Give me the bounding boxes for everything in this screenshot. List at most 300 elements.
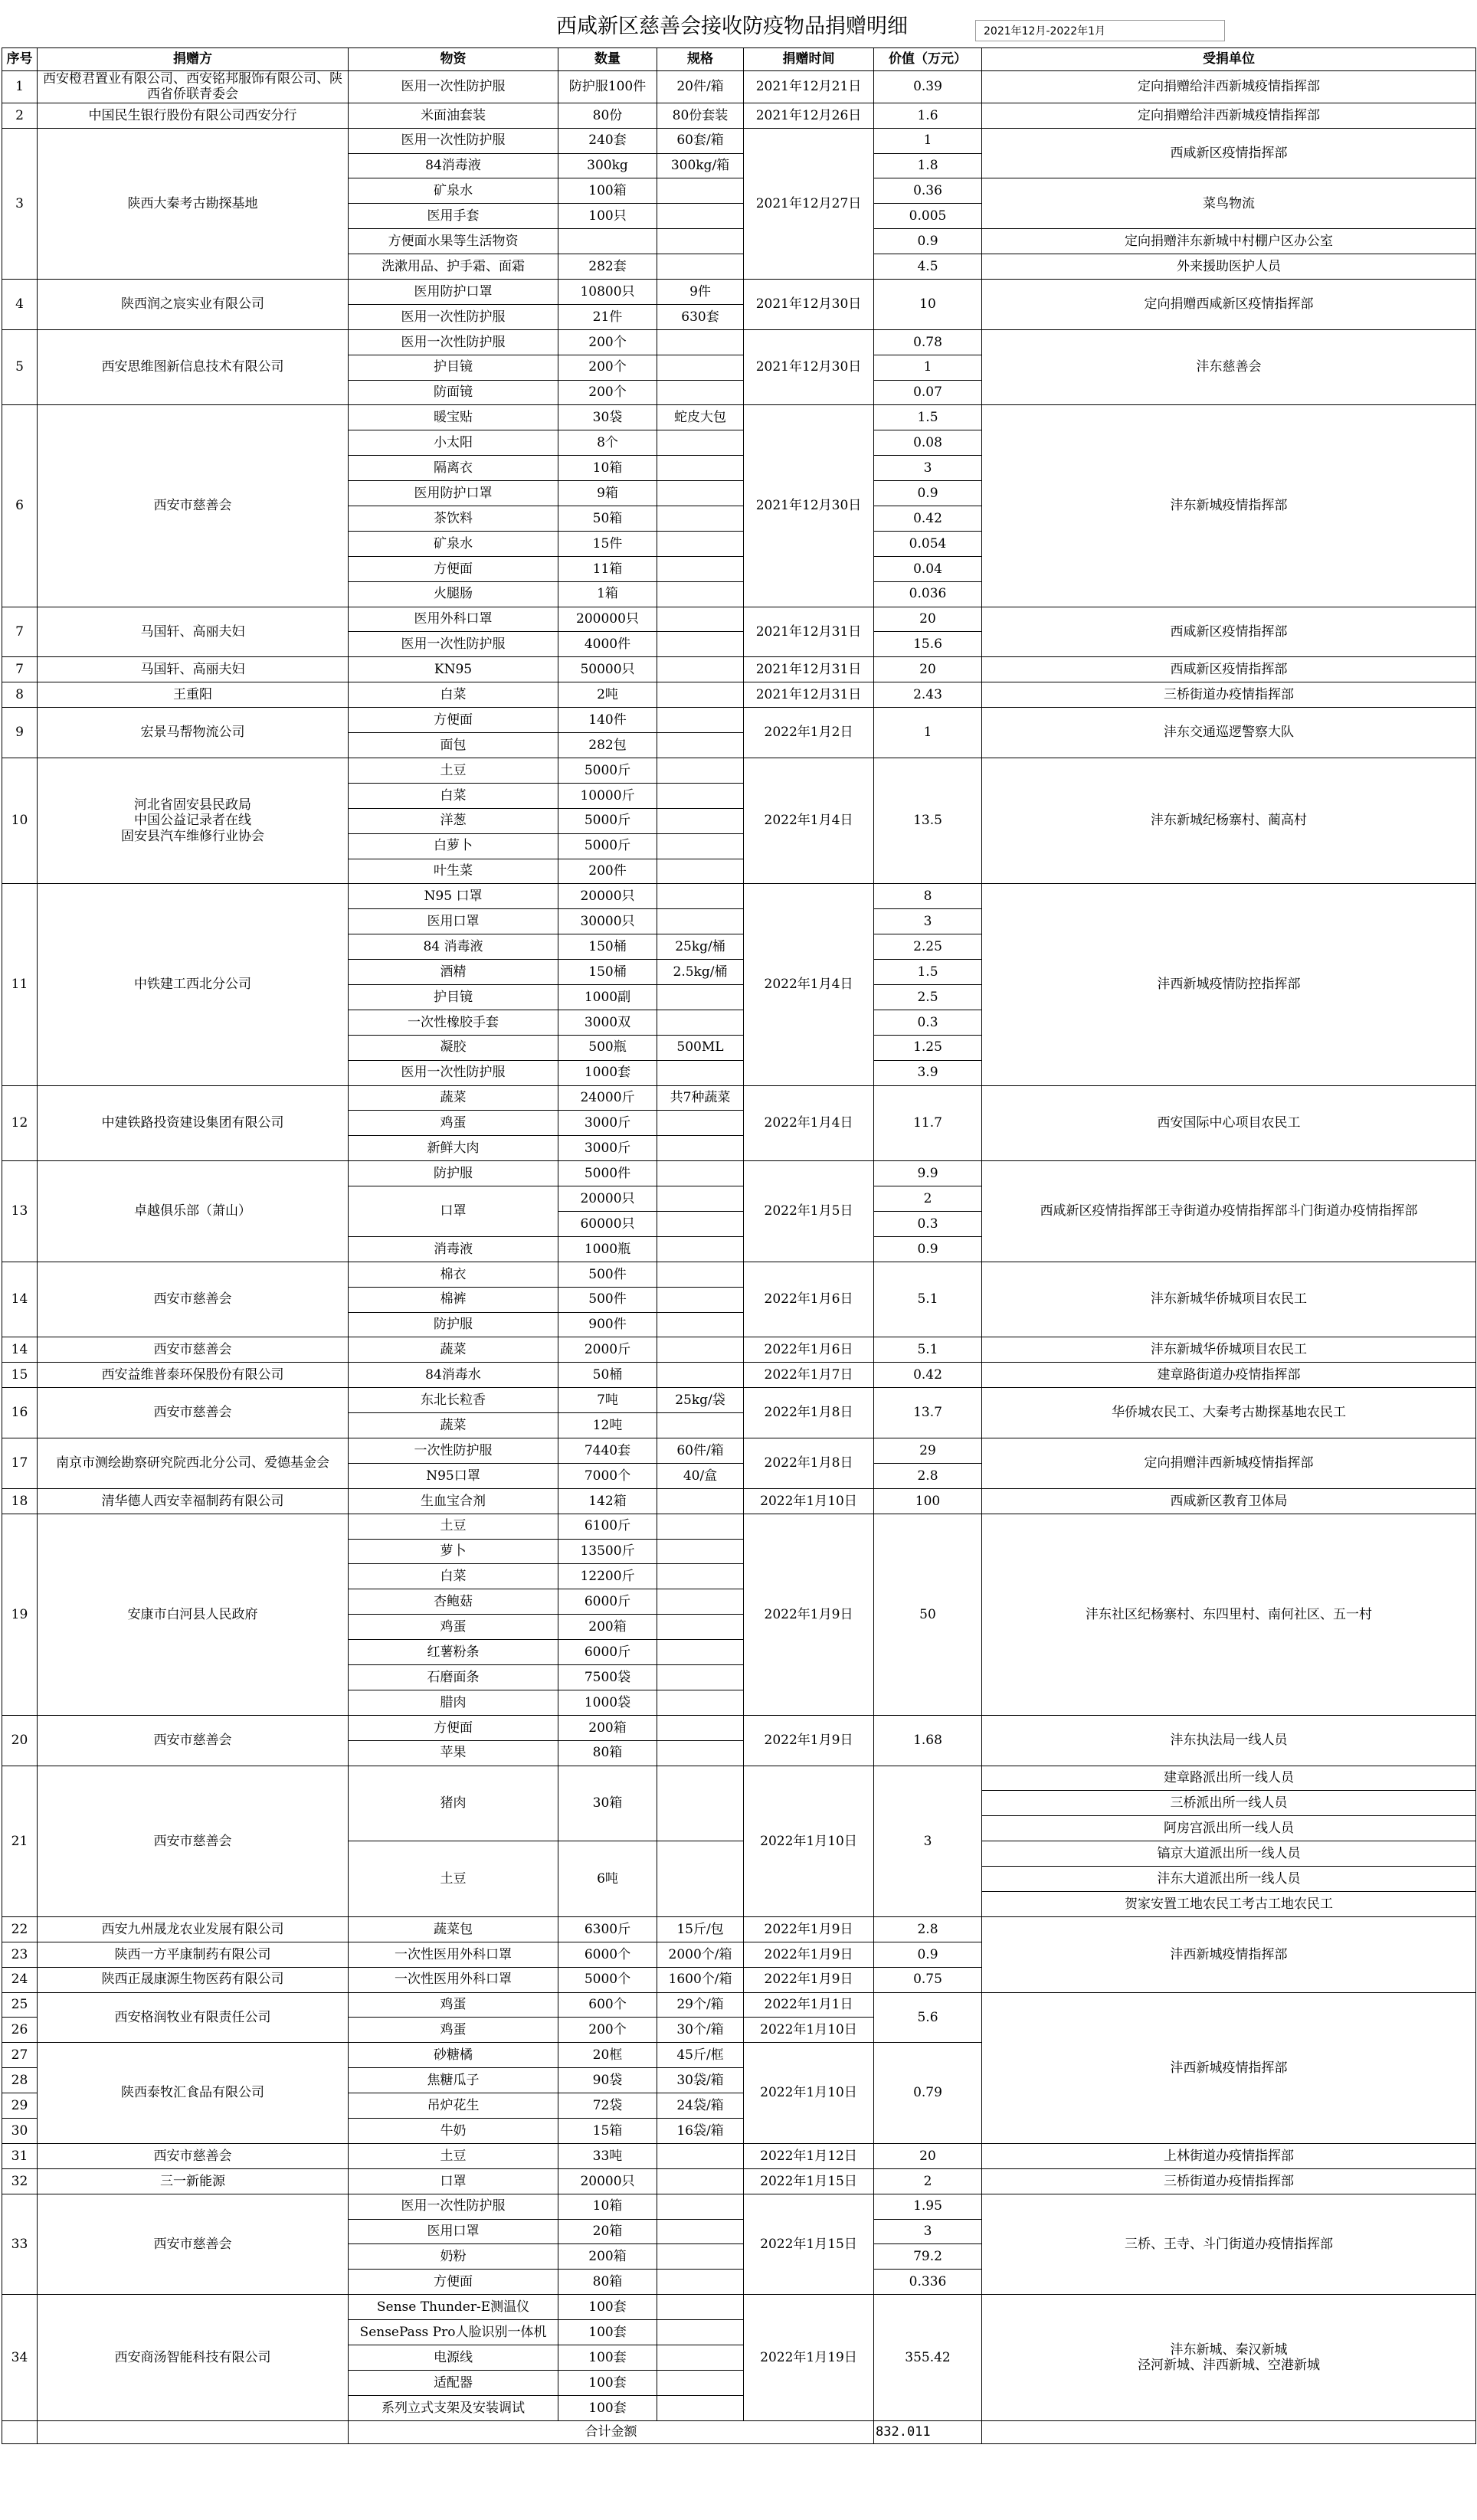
table-cell[interactable]: 医用手套 xyxy=(349,204,558,229)
table-cell[interactable]: 0.3 xyxy=(874,1010,982,1035)
table-cell[interactable]: 3000斤 xyxy=(558,1111,657,1136)
table-cell[interactable]: 2022年1月6日 xyxy=(744,1262,874,1337)
table-cell[interactable]: 医用一次性防护服 xyxy=(349,1060,558,1085)
table-cell[interactable]: 西咸新区疫情指挥部 xyxy=(982,657,1476,682)
table-cell[interactable]: 2022年1月9日 xyxy=(744,1715,874,1766)
table-cell[interactable]: 2.25 xyxy=(874,934,982,960)
table-cell[interactable]: 2022年1月2日 xyxy=(744,708,874,758)
table-cell[interactable]: 1000副 xyxy=(558,984,657,1010)
table-cell[interactable]: 1 xyxy=(2,71,38,103)
table-cell[interactable]: 32 xyxy=(2,2168,38,2194)
table-cell[interactable]: 西安市慈善会 xyxy=(38,2143,349,2168)
table-cell[interactable] xyxy=(657,2395,744,2420)
table-cell[interactable]: 0.75 xyxy=(874,1967,982,1992)
table-cell[interactable]: 26 xyxy=(2,2018,38,2043)
table-cell[interactable] xyxy=(657,531,744,556)
table-cell[interactable]: 240套 xyxy=(558,128,657,153)
table-cell[interactable]: 30 xyxy=(2,2119,38,2144)
table-cell[interactable]: 200箱 xyxy=(558,1615,657,1640)
table-cell[interactable]: 10 xyxy=(2,758,38,883)
table-cell[interactable]: 25 xyxy=(2,1992,38,2018)
table-cell[interactable]: 2022年1月4日 xyxy=(744,1085,874,1161)
table-cell[interactable]: 84消毒液 xyxy=(349,153,558,178)
table-cell[interactable]: 西咸新区疫情指挥部王寺街道办疫情指挥部斗门街道办疫情指挥部 xyxy=(982,1161,1476,1262)
table-cell[interactable] xyxy=(657,1161,744,1186)
table-cell[interactable]: 20框 xyxy=(558,2043,657,2068)
date-range-cell[interactable]: 2021年12月-2022年1月 xyxy=(975,20,1225,41)
table-cell[interactable]: 17 xyxy=(2,1438,38,1488)
table-cell[interactable] xyxy=(657,884,744,909)
table-cell[interactable]: 34 xyxy=(2,2295,38,2420)
table-cell[interactable]: 30袋/箱 xyxy=(657,2068,744,2093)
table-cell[interactable]: 白萝卜 xyxy=(349,833,558,859)
table-cell[interactable] xyxy=(657,1236,744,1262)
table-cell[interactable] xyxy=(657,632,744,657)
table-cell[interactable]: 沣东新城华侨城项目农民工 xyxy=(982,1262,1476,1337)
table-cell[interactable]: 0.07 xyxy=(874,380,982,405)
table-cell[interactable] xyxy=(657,1186,744,1212)
table-cell[interactable] xyxy=(657,178,744,204)
table-cell[interactable]: 棉裤 xyxy=(349,1287,558,1312)
table-cell[interactable]: 84 消毒液 xyxy=(349,934,558,960)
table-cell[interactable]: 一次性医用外科口罩 xyxy=(349,1942,558,1967)
table-cell[interactable] xyxy=(657,2345,744,2371)
table-cell[interactable]: 500件 xyxy=(558,1287,657,1312)
table-cell[interactable]: 0.005 xyxy=(874,204,982,229)
table-cell[interactable]: 1.6 xyxy=(874,103,982,128)
table-cell[interactable]: 200箱 xyxy=(558,2244,657,2270)
table-cell[interactable]: 马国轩、高丽夫妇 xyxy=(38,657,349,682)
table-cell[interactable]: 西咸新区疫情指挥部 xyxy=(982,128,1476,178)
table-cell[interactable]: 牛奶 xyxy=(349,2119,558,2144)
table-cell[interactable]: 2022年1月9日 xyxy=(744,1967,874,1992)
table-cell[interactable]: 鸡蛋 xyxy=(349,1992,558,2018)
table-cell[interactable] xyxy=(657,1740,744,1766)
table-cell[interactable]: 三桥派出所一线人员 xyxy=(982,1791,1476,1816)
table-cell[interactable]: 西安商汤智能科技有限公司 xyxy=(38,2295,349,2420)
table-cell[interactable]: 医用一次性防护服 xyxy=(349,2194,558,2219)
table-cell[interactable]: 2022年1月4日 xyxy=(744,758,874,883)
table-cell[interactable]: 30个/箱 xyxy=(657,2018,744,2043)
table-cell[interactable]: 15斤/包 xyxy=(657,1916,744,1942)
table-cell[interactable] xyxy=(657,1514,744,1539)
table-cell[interactable]: 叶生菜 xyxy=(349,859,558,884)
table-cell[interactable]: 2021年12月31日 xyxy=(744,657,874,682)
table-cell[interactable]: 2022年1月4日 xyxy=(744,884,874,1085)
table-cell[interactable]: KN95 xyxy=(349,657,558,682)
table-cell[interactable]: 10箱 xyxy=(558,456,657,481)
table-cell[interactable]: 方便面 xyxy=(349,1715,558,1740)
table-cell[interactable]: 8 xyxy=(2,682,38,708)
table-cell[interactable]: 20 xyxy=(2,1715,38,1766)
table-cell[interactable]: 20000只 xyxy=(558,884,657,909)
table-cell[interactable]: 2022年1月10日 xyxy=(744,2043,874,2144)
table-cell[interactable]: 陕西大秦考古勘探基地 xyxy=(38,128,349,279)
table-cell[interactable]: 2021年12月30日 xyxy=(744,405,874,607)
table-cell[interactable]: 生血宝合剂 xyxy=(349,1488,558,1514)
table-cell[interactable]: 吊炉花生 xyxy=(349,2093,558,2119)
table-cell[interactable]: 定向捐赠沣东新城中村棚户区办公室 xyxy=(982,229,1476,254)
table-cell[interactable]: 20 xyxy=(874,2143,982,2168)
table-cell[interactable]: 9 xyxy=(2,708,38,758)
table-cell[interactable]: 20 xyxy=(874,607,982,632)
table-cell[interactable]: 200个 xyxy=(558,329,657,355)
table-cell[interactable]: 20箱 xyxy=(558,2219,657,2244)
table-cell[interactable]: 清华德人西安幸福制药有限公司 xyxy=(38,1488,349,1514)
table-cell[interactable]: 0.39 xyxy=(874,71,982,103)
table-cell[interactable]: 1 xyxy=(874,128,982,153)
table-cell[interactable] xyxy=(657,1363,744,1388)
table-cell[interactable]: 0.08 xyxy=(874,430,982,456)
table-cell[interactable]: 21件 xyxy=(558,304,657,329)
table-cell[interactable]: N95口罩 xyxy=(349,1463,558,1488)
table-cell[interactable] xyxy=(657,506,744,532)
table-cell[interactable]: 东北长粒香 xyxy=(349,1388,558,1413)
table-cell[interactable]: 10800只 xyxy=(558,280,657,305)
table-cell[interactable] xyxy=(657,481,744,506)
table-cell[interactable]: 苹果 xyxy=(349,1740,558,1766)
table-cell[interactable]: 系列立式支架及安装调试 xyxy=(349,2395,558,2420)
table-cell[interactable]: 5000个 xyxy=(558,1967,657,1992)
table-cell[interactable]: 30袋 xyxy=(558,405,657,430)
table-cell[interactable]: 3 xyxy=(874,1766,982,1916)
table-cell[interactable]: 建章路派出所一线人员 xyxy=(982,1766,1476,1791)
table-cell[interactable]: 0.3 xyxy=(874,1211,982,1236)
table-cell[interactable]: 0.36 xyxy=(874,178,982,204)
table-cell[interactable]: 鸡蛋 xyxy=(349,1111,558,1136)
table-cell[interactable]: 酒精 xyxy=(349,960,558,985)
table-cell[interactable] xyxy=(657,682,744,708)
table-cell[interactable]: 22 xyxy=(2,1916,38,1942)
table-cell[interactable]: 11.7 xyxy=(874,1085,982,1161)
table-cell[interactable]: 医用一次性防护服 xyxy=(349,632,558,657)
table-cell[interactable]: 25kg/袋 xyxy=(657,1388,744,1413)
table-cell[interactable]: 洗漱用品、护手霜、面霜 xyxy=(349,254,558,280)
table-cell[interactable]: 华侨城农民工、大秦考古勘探基地农民工 xyxy=(982,1388,1476,1438)
table-cell[interactable]: 2022年1月9日 xyxy=(744,1514,874,1715)
table-cell[interactable]: 6000个 xyxy=(558,1942,657,1967)
table-cell[interactable] xyxy=(657,1287,744,1312)
table-cell[interactable]: 79.2 xyxy=(874,2244,982,2270)
table-cell[interactable]: 洋葱 xyxy=(349,808,558,833)
table-cell[interactable]: 0.054 xyxy=(874,531,982,556)
table-cell[interactable]: 50 xyxy=(874,1514,982,1715)
table-cell[interactable] xyxy=(657,1488,744,1514)
table-cell[interactable] xyxy=(657,1337,744,1363)
table-cell[interactable] xyxy=(657,1010,744,1035)
table-cell[interactable] xyxy=(657,1564,744,1589)
table-cell[interactable]: 贺家安置工地农民工考古工地农民工 xyxy=(982,1892,1476,1917)
table-cell[interactable] xyxy=(657,1060,744,1085)
table-cell[interactable]: 5000斤 xyxy=(558,758,657,783)
table-cell[interactable]: 16 xyxy=(2,1388,38,1438)
table-cell[interactable]: 200个 xyxy=(558,380,657,405)
table-cell[interactable]: 13 xyxy=(2,1161,38,1262)
table-cell[interactable]: 阿房宫派出所一线人员 xyxy=(982,1816,1476,1841)
table-cell[interactable]: 19 xyxy=(2,1514,38,1715)
table-cell[interactable]: 1.25 xyxy=(874,1035,982,1060)
table-cell[interactable] xyxy=(657,657,744,682)
table-cell[interactable]: 2022年1月7日 xyxy=(744,1363,874,1388)
table-cell[interactable]: 定向捐赠给沣西新城疫情指挥部 xyxy=(982,103,1476,128)
table-cell[interactable]: 6000斤 xyxy=(558,1589,657,1615)
table-cell[interactable]: 2022年1月9日 xyxy=(744,1916,874,1942)
table-cell[interactable]: 护目镜 xyxy=(349,355,558,380)
table-cell[interactable] xyxy=(657,556,744,581)
table-cell[interactable]: 500件 xyxy=(558,1262,657,1287)
table-cell[interactable]: 2 xyxy=(874,2168,982,2194)
table-cell[interactable]: 5 xyxy=(2,329,38,405)
table-cell[interactable] xyxy=(657,909,744,934)
table-cell[interactable]: 安康市白河县人民政府 xyxy=(38,1514,349,1715)
table-cell[interactable]: 菜鸟物流 xyxy=(982,178,1476,229)
table-cell[interactable]: 300kg/箱 xyxy=(657,153,744,178)
table-cell[interactable]: 建章路街道办疫情指挥部 xyxy=(982,1363,1476,1388)
table-cell[interactable]: 33 xyxy=(2,2194,38,2295)
table-cell[interactable]: 蔬菜 xyxy=(349,1085,558,1111)
table-cell[interactable]: 护目镜 xyxy=(349,984,558,1010)
table-cell[interactable]: 15箱 xyxy=(558,2119,657,2144)
table-cell[interactable]: 白菜 xyxy=(349,1564,558,1589)
table-cell[interactable]: 沣西新城疫情防控指挥部 xyxy=(982,884,1476,1085)
table-cell[interactable]: 2022年1月15日 xyxy=(744,2168,874,2194)
table-cell[interactable]: 10000斤 xyxy=(558,783,657,808)
table-cell[interactable]: 1600个/箱 xyxy=(657,1967,744,1992)
table-cell[interactable]: 蛇皮大包 xyxy=(657,405,744,430)
table-cell[interactable] xyxy=(657,1312,744,1337)
table-cell[interactable] xyxy=(657,1615,744,1640)
table-cell[interactable]: 50桶 xyxy=(558,1363,657,1388)
table-cell[interactable]: 米面油套装 xyxy=(349,103,558,128)
table-cell[interactable]: 282套 xyxy=(558,254,657,280)
table-cell[interactable]: 16袋/箱 xyxy=(657,2119,744,2144)
table-cell[interactable]: 1.68 xyxy=(874,1715,982,1766)
table-cell[interactable]: 医用防护口罩 xyxy=(349,481,558,506)
table-cell[interactable] xyxy=(657,2219,744,2244)
table-cell[interactable]: 新鲜大肉 xyxy=(349,1136,558,1161)
table-cell[interactable]: 白菜 xyxy=(349,783,558,808)
table-cell[interactable]: 西安市慈善会 xyxy=(38,1262,349,1337)
table-cell[interactable]: 三桥街道办疫情指挥部 xyxy=(982,682,1476,708)
table-cell[interactable]: 白菜 xyxy=(349,682,558,708)
table-cell[interactable]: 355.42 xyxy=(874,2295,982,2420)
table-cell[interactable]: 沣西新城疫情指挥部 xyxy=(982,1992,1476,2143)
table-cell[interactable]: 25kg/桶 xyxy=(657,934,744,960)
table-cell[interactable]: 29 xyxy=(874,1438,982,1463)
table-cell[interactable]: 0.9 xyxy=(874,229,982,254)
table-cell[interactable]: 1000瓶 xyxy=(558,1236,657,1262)
table-cell[interactable]: 20 xyxy=(874,657,982,682)
table-cell[interactable]: 沣东执法局一线人员 xyxy=(982,1715,1476,1766)
table-cell[interactable] xyxy=(657,2244,744,2270)
table-cell[interactable]: 4 xyxy=(2,280,38,330)
table-cell[interactable]: 1000套 xyxy=(558,1060,657,1085)
table-cell[interactable]: 1000袋 xyxy=(558,1690,657,1715)
table-cell[interactable]: 口罩 xyxy=(349,1186,558,1237)
table-cell[interactable]: 陕西泰牧汇食品有限公司 xyxy=(38,2043,349,2144)
table-cell[interactable] xyxy=(558,229,657,254)
table-cell[interactable]: 7 xyxy=(2,657,38,682)
table-cell[interactable]: 200个 xyxy=(558,2018,657,2043)
table-cell[interactable] xyxy=(657,1589,744,1615)
table-cell[interactable]: 6吨 xyxy=(558,1841,657,1917)
table-cell[interactable]: 7 xyxy=(2,607,38,657)
table-cell[interactable]: 80箱 xyxy=(558,2270,657,2295)
table-cell[interactable]: 31 xyxy=(2,2143,38,2168)
table-cell[interactable]: 23 xyxy=(2,1942,38,1967)
table-cell[interactable] xyxy=(657,204,744,229)
table-cell[interactable]: 奶粉 xyxy=(349,2244,558,2270)
table-cell[interactable]: 2.43 xyxy=(874,682,982,708)
table-cell[interactable]: 西安九州晟龙农业发展有限公司 xyxy=(38,1916,349,1942)
table-cell[interactable]: 石磨面条 xyxy=(349,1665,558,1690)
table-cell[interactable]: 13500斤 xyxy=(558,1539,657,1564)
table-cell[interactable]: 火腿肠 xyxy=(349,581,558,607)
table-cell[interactable]: 土豆 xyxy=(349,1841,558,1917)
table-cell[interactable] xyxy=(657,859,744,884)
table-cell[interactable]: 150桶 xyxy=(558,934,657,960)
table-cell[interactable] xyxy=(657,2320,744,2345)
table-cell[interactable]: 29 xyxy=(2,2093,38,2119)
table-cell[interactable]: 900件 xyxy=(558,1312,657,1337)
table-cell[interactable]: 消毒液 xyxy=(349,1236,558,1262)
table-cell[interactable]: 沣东大道派出所一线人员 xyxy=(982,1867,1476,1892)
table-cell[interactable]: 2022年1月8日 xyxy=(744,1388,874,1438)
table-cell[interactable]: 暖宝贴 xyxy=(349,405,558,430)
table-cell[interactable]: 3 xyxy=(2,128,38,279)
table-cell[interactable]: 土豆 xyxy=(349,2143,558,2168)
table-cell[interactable]: 3.9 xyxy=(874,1060,982,1085)
table-cell[interactable]: 凝胶 xyxy=(349,1035,558,1060)
table-cell[interactable]: 0.9 xyxy=(874,1942,982,1967)
table-cell[interactable]: SensePass Pro人脸识别一体机 xyxy=(349,2320,558,2345)
table-cell[interactable]: 红薯粉条 xyxy=(349,1640,558,1665)
table-cell[interactable]: 15 xyxy=(2,1363,38,1388)
table-cell[interactable]: 医用一次性防护服 xyxy=(349,128,558,153)
table-cell[interactable]: 200000只 xyxy=(558,607,657,632)
table-cell[interactable]: 21 xyxy=(2,1766,38,1916)
table-cell[interactable] xyxy=(657,607,744,632)
table-cell[interactable]: 100只 xyxy=(558,204,657,229)
table-cell[interactable]: 电源线 xyxy=(349,2345,558,2371)
table-cell[interactable]: 10箱 xyxy=(558,2194,657,2219)
table-cell[interactable] xyxy=(657,2168,744,2194)
table-cell[interactable]: 定向捐赠沣西新城疫情指挥部 xyxy=(982,1438,1476,1488)
table-cell[interactable] xyxy=(657,581,744,607)
table-cell[interactable] xyxy=(657,355,744,380)
table-cell[interactable]: 适配器 xyxy=(349,2370,558,2395)
table-cell[interactable]: 马国轩、高丽夫妇 xyxy=(38,607,349,657)
table-cell[interactable]: 60000只 xyxy=(558,1211,657,1236)
table-cell[interactable]: 8 xyxy=(874,884,982,909)
table-cell[interactable]: 防护服100件 xyxy=(558,71,657,103)
table-cell[interactable]: 西咸新区疫情指挥部 xyxy=(982,607,1476,657)
table-cell[interactable] xyxy=(657,708,744,733)
table-cell[interactable]: 2021年12月26日 xyxy=(744,103,874,128)
table-cell[interactable]: 100套 xyxy=(558,2345,657,2371)
table-cell[interactable]: 6300斤 xyxy=(558,1916,657,1942)
table-cell[interactable]: 0.42 xyxy=(874,506,982,532)
table-cell[interactable] xyxy=(657,1262,744,1287)
table-cell[interactable]: 一次性防护服 xyxy=(349,1438,558,1463)
table-cell[interactable]: 王重阳 xyxy=(38,682,349,708)
table-cell[interactable]: 西安市慈善会 xyxy=(38,405,349,607)
table-cell[interactable] xyxy=(657,1111,744,1136)
table-cell[interactable]: 100套 xyxy=(558,2295,657,2320)
table-cell[interactable]: 2021年12月27日 xyxy=(744,128,874,279)
table-cell[interactable]: 50箱 xyxy=(558,506,657,532)
table-cell[interactable]: 防护服 xyxy=(349,1161,558,1186)
table-cell[interactable] xyxy=(657,2295,744,2320)
table-cell[interactable]: 7440套 xyxy=(558,1438,657,1463)
table-cell[interactable]: 陕西一方平康制药有限公司 xyxy=(38,1942,349,1967)
table-cell[interactable]: 30000只 xyxy=(558,909,657,934)
table-cell[interactable]: 沣东新城华侨城项目农民工 xyxy=(982,1337,1476,1363)
table-cell[interactable]: 中铁建工西北分公司 xyxy=(38,884,349,1085)
table-cell[interactable]: 80份 xyxy=(558,103,657,128)
table-cell[interactable] xyxy=(657,2143,744,2168)
table-cell[interactable]: 140件 xyxy=(558,708,657,733)
table-cell[interactable]: 中国民生银行股份有限公司西安分行 xyxy=(38,103,349,128)
table-cell[interactable]: 9件 xyxy=(657,280,744,305)
table-cell[interactable]: 500瓶 xyxy=(558,1035,657,1060)
table-cell[interactable]: 24袋/箱 xyxy=(657,2093,744,2119)
table-cell[interactable]: 5000斤 xyxy=(558,833,657,859)
table-cell[interactable] xyxy=(657,1690,744,1715)
table-cell[interactable]: 一次性医用外科口罩 xyxy=(349,1967,558,1992)
table-cell[interactable]: 1箱 xyxy=(558,581,657,607)
table-cell[interactable]: 6100斤 xyxy=(558,1514,657,1539)
table-cell[interactable] xyxy=(657,1665,744,1690)
table-cell[interactable]: 12200斤 xyxy=(558,1564,657,1589)
table-cell[interactable] xyxy=(657,1640,744,1665)
table-cell[interactable]: 0.04 xyxy=(874,556,982,581)
table-cell[interactable]: 282包 xyxy=(558,733,657,758)
table-cell[interactable]: 4.5 xyxy=(874,254,982,280)
table-cell[interactable]: 14 xyxy=(2,1262,38,1337)
table-cell[interactable]: 7吨 xyxy=(558,1388,657,1413)
table-cell[interactable]: 1.5 xyxy=(874,405,982,430)
table-cell[interactable]: 630套 xyxy=(657,304,744,329)
table-cell[interactable]: 医用外科口罩 xyxy=(349,607,558,632)
table-cell[interactable]: 11 xyxy=(2,884,38,1085)
table-cell[interactable]: 200箱 xyxy=(558,1715,657,1740)
table-cell[interactable]: 方便面 xyxy=(349,2270,558,2295)
table-cell[interactable]: 300kg xyxy=(558,153,657,178)
table-cell[interactable]: 医用一次性防护服 xyxy=(349,329,558,355)
table-cell[interactable]: 5.6 xyxy=(874,1992,982,2043)
table-cell[interactable]: 杏鲍菇 xyxy=(349,1589,558,1615)
table-cell[interactable]: 西安市慈善会 xyxy=(38,1388,349,1438)
table-cell[interactable] xyxy=(657,1841,744,1917)
table-cell[interactable]: 1.8 xyxy=(874,153,982,178)
table-cell[interactable]: 20000只 xyxy=(558,1186,657,1212)
table-cell[interactable]: 29个/箱 xyxy=(657,1992,744,2018)
table-cell[interactable]: 24000斤 xyxy=(558,1085,657,1111)
table-cell[interactable]: 方便面 xyxy=(349,708,558,733)
table-cell[interactable]: 沣东慈善会 xyxy=(982,329,1476,405)
table-cell[interactable]: 5000斤 xyxy=(558,808,657,833)
table-cell[interactable] xyxy=(657,2370,744,2395)
table-cell[interactable]: 2022年1月6日 xyxy=(744,1337,874,1363)
table-cell[interactable]: 0.9 xyxy=(874,1236,982,1262)
table-cell[interactable]: 蔬菜包 xyxy=(349,1916,558,1942)
table-cell[interactable]: 定向捐赠西咸新区疫情指挥部 xyxy=(982,280,1476,330)
table-cell[interactable]: 27 xyxy=(2,2043,38,2068)
table-cell[interactable]: 南京市测绘勘察研究院西北分公司、爱德基金会 xyxy=(38,1438,349,1488)
table-cell[interactable]: 2022年1月12日 xyxy=(744,2143,874,2168)
table-cell[interactable]: 90袋 xyxy=(558,2068,657,2093)
